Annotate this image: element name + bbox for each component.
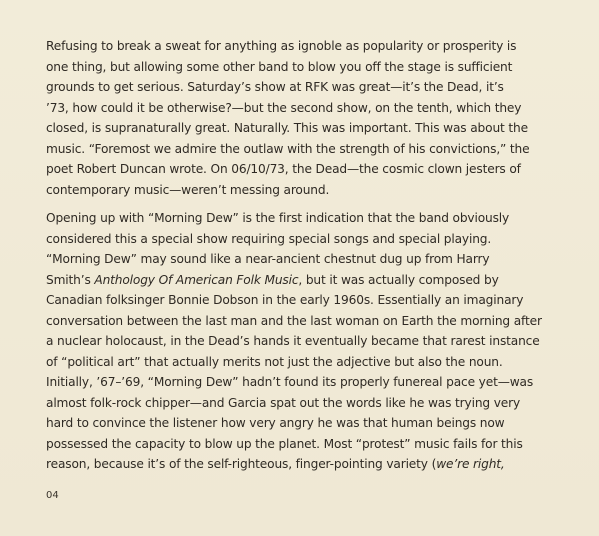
paragraph-2: [46, 208, 570, 475]
italic-phrase: we’re right,: [436, 457, 505, 471]
paragraph-1: [46, 36, 570, 200]
text-segment: reason, because it’s of the self-righteous, finger-pointing variety (: [46, 457, 437, 471]
text-line: closed, is supranaturally great. Naturally. This was important. This was about the: [46, 121, 528, 135]
text-line: possessed the capacity to blow up the planet. Most “protest” music fails for this: [46, 436, 523, 451]
text-line: Canadian folksinger Bonnie Dobson in the early 1960s. Essentially an imaginary: [46, 293, 524, 307]
text-line: ’73, how could it be otherwise?—but the second show, on the tenth, which they: [46, 100, 522, 115]
text-line: poet Robert Duncan wrote. On 06/10/73, the Dead—the cosmic clown jesters of: [46, 162, 521, 176]
text-line: conversation between the last man and the last woman on Earth the morning after: [46, 313, 542, 328]
text-line: Opening up with “Morning Dew” is the first indication that the band obviously: [46, 211, 510, 225]
text-segment: Smith’s: [46, 272, 95, 287]
text-line: one thing, but allowing some other band to blow you off the stage is sufficient: [46, 59, 513, 74]
text-segment: , but it was actually composed by: [298, 272, 499, 287]
text-line: hard to convince the listener how very angry he was that human beings now: [46, 416, 505, 430]
text-line: Initially, ’67–’69, “Morning Dew” hadn’t found its properly funereal pace yet—was: [46, 375, 534, 389]
text-line: of “political art” that actually merits not just the adjective but also the noun.: [46, 354, 503, 369]
text-line-with-title: [46, 270, 570, 291]
book-title: Anthology Of American Folk Music: [94, 272, 299, 287]
text-line: a nuclear holocaust, in the Dead’s hands it eventually became that rarest instance: [46, 334, 540, 348]
text-line: Refusing to break a sweat for anything as ignoble as popularity or prosperity is: [46, 39, 517, 53]
text-line: “Morning Dew” may sound like a near-ancient chestnut dug up from Harry: [46, 252, 490, 266]
text-line: music. “Foremost we admire the outlaw with the strength of his convictions,” the: [46, 141, 530, 156]
text-line: almost folk-rock chipper—and Garcia spat out the words like he was trying very: [46, 395, 521, 410]
text-line: grounds to get serious. Saturday’s show at RFK was great—it’s the Dead, it’s: [46, 80, 504, 94]
text-line-last: [46, 454, 570, 475]
text-line: considered this a special show requiring special songs and special playing.: [46, 231, 492, 246]
page-number: 04: [46, 490, 59, 501]
text-line: contemporary music—weren’t messing around.: [46, 182, 330, 197]
